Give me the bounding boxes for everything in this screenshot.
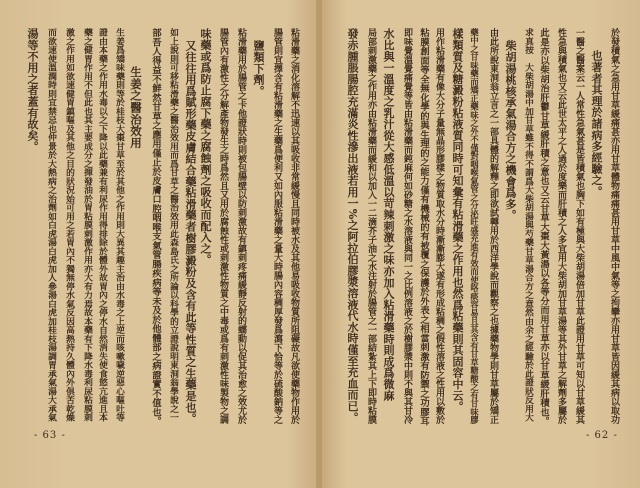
text-column: 於發積氣之急用甘草緩痛甚亦用甘草體物痛痛甚用甘草中風中氣等之拘攣亦用甘草皆因緩其病以取功: [609, 28, 619, 424]
text-column: 部吾人得益不鮮然甘草之應用僅止於皮膚口腔咽喉支氣管腸疾病等未及於他體部之病證實不值也。: [150, 28, 161, 426]
text-column: 水比與一溫度之乳汁從大感低溫以苛辣刺激之味亦加入粘滑藥時則成爲微麻: [382, 28, 395, 401]
text-column: 發赤腫脹腸腔充滿炎性滲出液若用一%之阿拉伯膠漿溶液代水時僅至充血而已。: [346, 28, 359, 423]
text-column: 激之作用如欲速健胃鎮嘔及其他之目的狀況始可用之若胃內不獨無停水氣反因高熱持久體內外俱苦乾燥: [64, 28, 74, 422]
left-page: [0, 0, 318, 488]
text-column: 又往往用爲賦形藥皮膚結合藥粘滑藥者樹膠澱粉及含有此等性質之生藥是也。: [184, 40, 197, 425]
text-column: 由此所說東洞翁立言之一部具體的解釋之即欲試轉用於西洋學說而觀察之也據藥物學則甘草屬於矯正: [488, 28, 498, 424]
text-column: 腸管則宜擇含有粘滑藥之生藥爲便利又如內服粘滑藥之量大時腸內容稠厚發爲瀉下恰等於硫酸鈉等之: [272, 28, 282, 424]
text-column: 而欲速使溫潤時則宜禁忌也仲景於大熱病之治劑如白虎湯白虎加人參湯白虎加桂枝湯調胃承氣湯大承氣: [46, 28, 56, 422]
text-column: 藥中之甘味藥而矯正藥味之外不僅對咽喉氣管之分泌旺盛充進有效而使咯痰容易且其含有甘草糖酸之有甘味膠: [470, 28, 480, 424]
text-column: 生姜爲矯味藥則等於桂枝大棗甘草至於其他之作用則大異其趣主治由水毒之上逆而咳嗽噦逆惡心嘔吐等: [114, 28, 124, 422]
text-column: 如上說則可移粘滑藥之醫治效用而爲甘草之醫治效用此森島氏之所論以科學的立證說明東洞翁學說之一: [168, 28, 178, 422]
text-column: 一醫之醫案云一人常性急氣甚是皆積氣也胸下如有極與大柴胡湯倍加甘草此證用甘草可知以甘草緩其: [574, 28, 584, 424]
text-column: 即味覺溫覺痛覺等皆由粘滑藥而鈍麻何如砂糖之水溶液與同一之比例溶液之於樹膠漿中則不與其甘冷: [402, 28, 412, 424]
text-column: 也著者其理於諸病多經驗之。: [590, 50, 603, 197]
text-column: 粘滑藥用於腸管之卡他證狀時則被包腸壁以防刺激故有鎮刺疼痛緩靜反射的蠕動以促其治愈之效尤於: [236, 28, 246, 424]
text-column: 局部刺激藥之作用亦由粘滑藥而緩和以加入一二滴芥子油之水注射於腸管之一部結紮其上下即時粘膜: [366, 28, 376, 424]
text-column: 粘膜創面等全無化學的與生理的之能力僅有機械的有被覆之保護於外表之相當刺激有防禦之功膠耳: [418, 28, 429, 426]
page-number: - 62 -: [586, 430, 618, 441]
text-column: 藥之健胃作用不但此也其主要成分之揮發油於胃粘膜刺激作用亦大有力焉故本藥有下降水毒利尿粘膜刺: [82, 28, 92, 422]
text-column: 證由本藥之作用水毒以之下降以此藥兼有利尿作用得排除於體外故胃內之停水自然消失使食慾亢進且本: [97, 28, 107, 422]
text-column: 腸管內有激性之分解產物發生之時爲然且又用於腐蝕性或刺激性物質之中毒或爲有刺激性味製物之調: [218, 28, 228, 424]
text-column: 用作粘滑藥有像大分子量無晶形膠樣之物質取水分時漸漸膨大遂有形成粘稠之假性溶液之性用以敷於: [434, 28, 444, 424]
text-column: 鹽類下劑。: [252, 40, 265, 97]
text-column: 湯等不用之者蓋有故矣。: [26, 28, 39, 153]
page-number: - 63 -: [34, 430, 66, 441]
text-column: 求真按 大柴胡湯中加甘草雖不得不謂爲大柴胡湯與芍藥甘草湯合方之意然由余之經驗於此證狀反用大: [523, 28, 533, 422]
text-column: 柴胡湯桃核承氣湯合方之機會爲多。: [504, 40, 517, 221]
text-column: 樣類質及糖澱粉粘液質同時可知彙有粘滑藥之作用也然爲粘藥則其固容中云。: [451, 28, 464, 413]
section-heading: 生姜之醫治效用: [129, 66, 143, 149]
text-column: 此是亦以柴胡治肝鬱甘草緩肝積之意也又云甘草大棗大黃湯以各等分而用甘草亦以甘草緩肝積也。: [538, 28, 549, 426]
text-column: 性急與積氣也又云此世太平之人過於度樂而肝積之人多宜用大柴胡加甘草湯等其外甘草之解劑多屬於: [556, 28, 566, 424]
text-column: 粘滑藥之消化溶解不迅速以其吸收非常緩慢且同時被水及其他易吸收物質所阻礙故凡欲使藥物作用於: [289, 28, 299, 424]
right-page: [322, 0, 640, 488]
text-column: 味藥或爲防止腐下藥之腐蝕劑之吸收而配入之。: [199, 28, 212, 266]
